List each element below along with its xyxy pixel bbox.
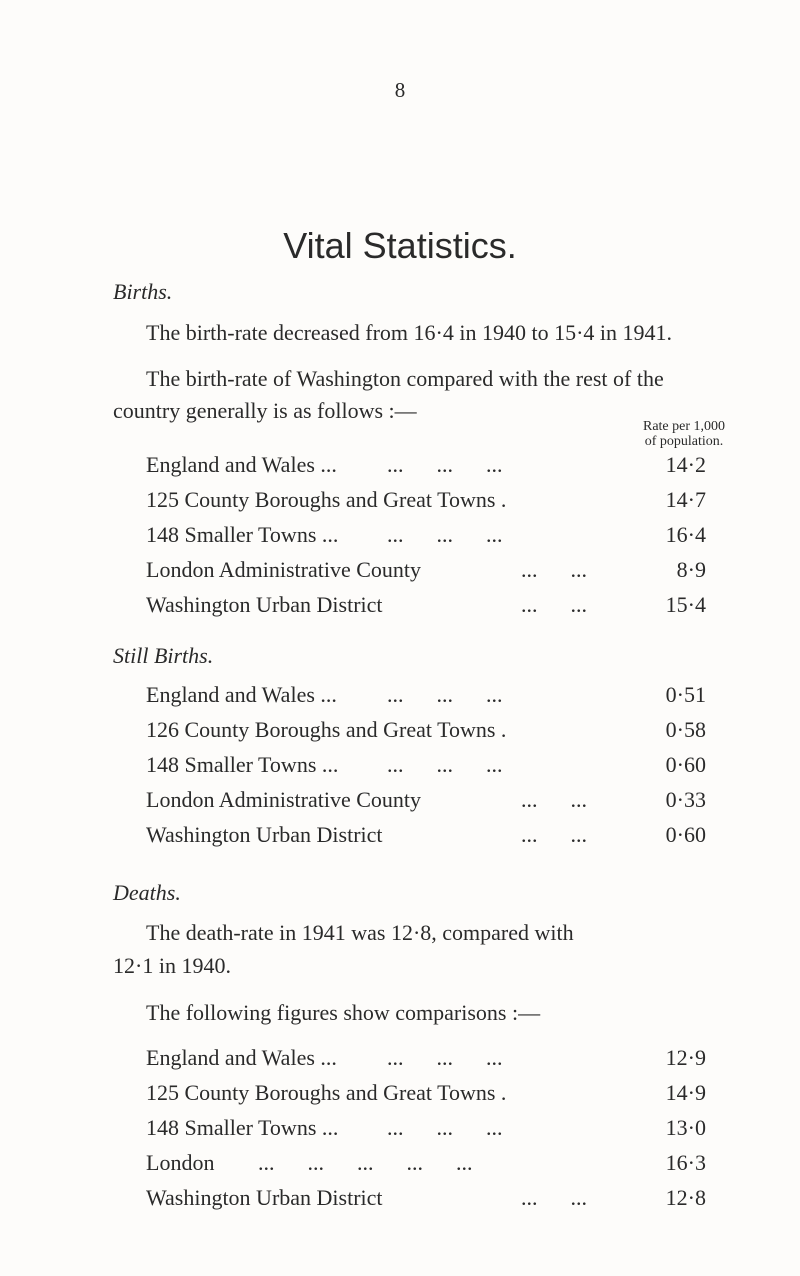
table-row — [146, 592, 706, 618]
row-leader: ... ... ... — [387, 1045, 503, 1070]
row-leader: ... ... ... — [387, 752, 503, 777]
row-value: 0·60 — [665, 752, 706, 777]
rate-header-line-2: of population. — [644, 434, 724, 449]
rate-header-line-1: Rate per 1,000 — [642, 419, 726, 434]
row-label: 125 County Boroughs and Great Towns . — [146, 1080, 507, 1105]
row-value: 0·60 — [665, 822, 706, 847]
table-row — [146, 682, 706, 708]
row-leader: ... ... — [521, 787, 587, 812]
table-row — [146, 787, 706, 813]
table-row — [146, 1185, 706, 1211]
births-paragraph: The birth-rate decreased from 16·4 in 1940 to 15·4 in 1941. — [146, 320, 673, 345]
row-leader: ... ... — [521, 592, 587, 617]
row-leader: ... ... — [521, 822, 587, 847]
table-row — [146, 822, 706, 848]
still-births-heading: Still Births. — [113, 643, 214, 668]
row-label: Washington Urban District — [146, 592, 383, 617]
table-row — [146, 752, 706, 778]
row-leader: ... ... ... — [387, 1115, 503, 1140]
row-leader: ... ... ... — [387, 522, 503, 547]
table-row — [146, 452, 706, 478]
row-value: 14·9 — [665, 1080, 706, 1105]
page-title: Vital Statistics. — [283, 225, 517, 266]
page-number: 8 — [394, 78, 406, 102]
row-value: 16·3 — [665, 1150, 706, 1175]
births-comparison-line-1: The birth-rate of Washington compared with the rest of the — [146, 366, 664, 391]
row-value: 14·2 — [665, 452, 706, 477]
deaths-paragraph-line-2: 12·1 in 1940. — [113, 953, 231, 978]
table-row — [146, 522, 706, 548]
row-label: London Administrative County — [146, 787, 421, 812]
table-row — [146, 717, 706, 743]
row-value: 13·0 — [665, 1115, 706, 1140]
table-row — [146, 557, 706, 583]
deaths-paragraph-line-1: The death-rate in 1941 was 12·8, compared with — [146, 920, 574, 945]
row-leader: ... ... — [521, 1185, 587, 1210]
row-leader: ... ... — [521, 557, 587, 582]
row-label: England and Wales ... — [146, 452, 337, 477]
row-label: London Administrative County — [146, 557, 421, 582]
row-label: 126 County Boroughs and Great Towns . — [146, 717, 507, 742]
row-label: 125 County Boroughs and Great Towns . — [146, 487, 507, 512]
row-label: 148 Smaller Towns ... — [146, 752, 339, 777]
row-leader: ... ... ... — [387, 452, 503, 477]
row-label: England and Wales ... — [146, 682, 337, 707]
table-row — [146, 1045, 706, 1071]
row-leader: ... ... ... ... ... — [258, 1150, 473, 1175]
row-label: London — [146, 1150, 215, 1175]
table-row — [146, 1150, 706, 1176]
row-value: 12·8 — [665, 1185, 706, 1210]
row-value: 15·4 — [665, 592, 706, 617]
births-comparison-line-2: country generally is as follows :— — [113, 398, 417, 423]
table-row — [146, 1080, 706, 1106]
row-label: 148 Smaller Towns ... — [146, 1115, 339, 1140]
row-value: 16·4 — [665, 522, 706, 547]
row-value: 14·7 — [665, 487, 706, 512]
births-heading: Births. — [113, 279, 173, 304]
table-row — [146, 487, 706, 513]
row-value: 0·51 — [665, 682, 706, 707]
deaths-comparisons-intro: The following figures show comparisons :— — [146, 1000, 541, 1025]
row-value: 12·9 — [665, 1045, 706, 1070]
row-label: 148 Smaller Towns ... — [146, 522, 339, 547]
rate-header — [614, 419, 754, 449]
row-label: Washington Urban District — [146, 822, 383, 847]
row-label: Washington Urban District — [146, 1185, 383, 1210]
row-label: England and Wales ... — [146, 1045, 337, 1070]
row-leader: ... ... ... — [387, 682, 503, 707]
row-value: 0·33 — [665, 787, 706, 812]
row-value: 8·9 — [676, 557, 706, 582]
deaths-heading: Deaths. — [113, 880, 181, 905]
row-value: 0·58 — [665, 717, 706, 742]
table-row — [146, 1115, 706, 1141]
